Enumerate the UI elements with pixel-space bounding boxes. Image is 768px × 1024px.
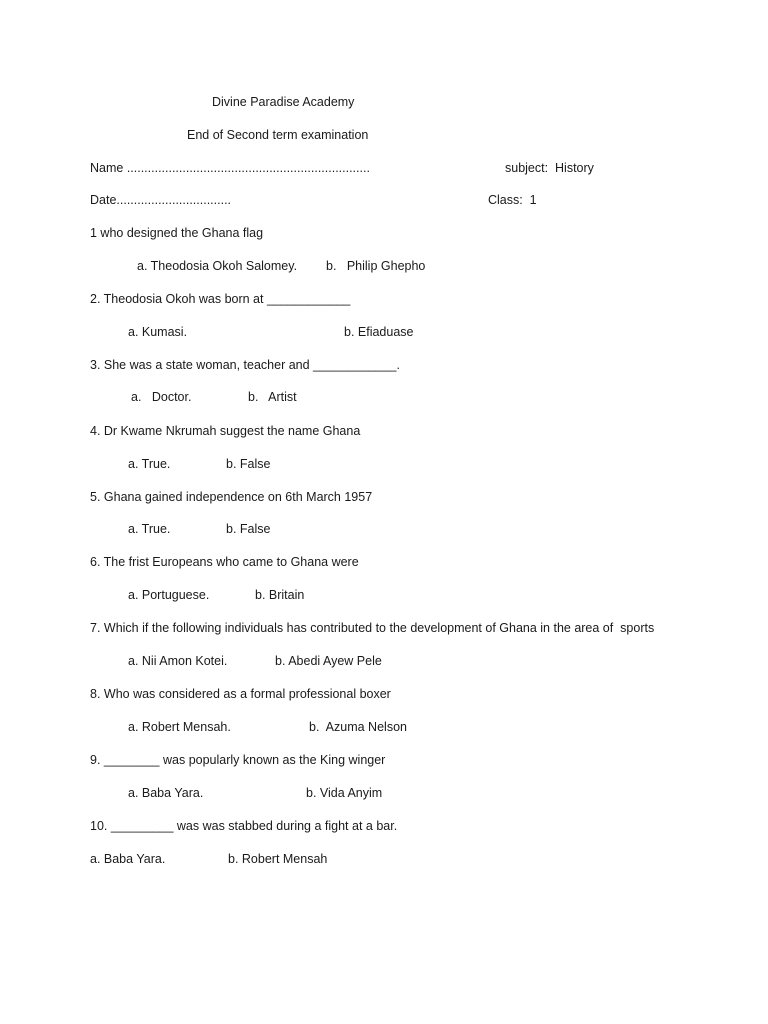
exam-title: End of Second term examination (187, 128, 369, 142)
question-9: 9. ________ was popularly known as the King winger (90, 753, 386, 767)
question-6-option-b: b. Britain (255, 588, 305, 602)
name-field-label: Name ...................................................................... (90, 161, 370, 175)
question-3-option-a: a. Doctor. (131, 390, 192, 404)
question-2-option-b: b. Efiaduase (344, 325, 414, 339)
question-1: 1 who designed the Ghana flag (90, 226, 264, 240)
question-1-option-a: a. Theodosia Okoh Salomey. (137, 259, 298, 273)
question-6: 6. The frist Europeans who came to Ghana were (90, 555, 359, 569)
question-3: 3. She was a state woman, teacher and ____________. (90, 358, 400, 372)
date-field-label: Date................................. (90, 193, 232, 207)
question-5-option-b: b. False (226, 522, 271, 536)
question-8-option-a: a. Robert Mensah. (128, 720, 231, 734)
class-label: Class: 1 (488, 193, 537, 207)
question-4-option-b: b. False (226, 457, 271, 471)
question-5: 5. Ghana gained independence on 6th March 1957 (90, 490, 373, 504)
question-1-option-b: b. Philip Ghepho (326, 259, 426, 273)
question-2-option-a: a. Kumasi. (128, 325, 188, 339)
question-8-option-b: b. Azuma Nelson (309, 720, 407, 734)
question-8: 8. Who was considered as a formal professional boxer (90, 687, 391, 701)
question-6-option-a: a. Portuguese. (128, 588, 210, 602)
subject-label: subject: History (505, 161, 594, 175)
school-name: Divine Paradise Academy (212, 95, 355, 109)
question-10-option-b: b. Robert Mensah (228, 852, 328, 866)
question-4-option-a: a. True. (128, 457, 171, 471)
question-7: 7. Which if the following individuals has contributed to the development of Ghana in the area of sports (90, 621, 655, 635)
question-7-option-b: b. Abedi Ayew Pele (275, 654, 382, 668)
question-9-option-b: b. Vida Anyim (306, 786, 383, 800)
question-5-option-a: a. True. (128, 522, 171, 536)
question-10: 10. _________ was was stabbed during a fight at a bar. (90, 819, 398, 833)
question-7-option-a: a. Nii Amon Kotei. (128, 654, 228, 668)
question-10-option-a: a. Baba Yara. (90, 852, 166, 866)
question-3-option-b: b. Artist (248, 390, 297, 404)
question-4: 4. Dr Kwame Nkrumah suggest the name Ghana (90, 424, 361, 438)
question-9-option-a: a. Baba Yara. (128, 786, 204, 800)
question-2: 2. Theodosia Okoh was born at ____________ (90, 292, 351, 306)
